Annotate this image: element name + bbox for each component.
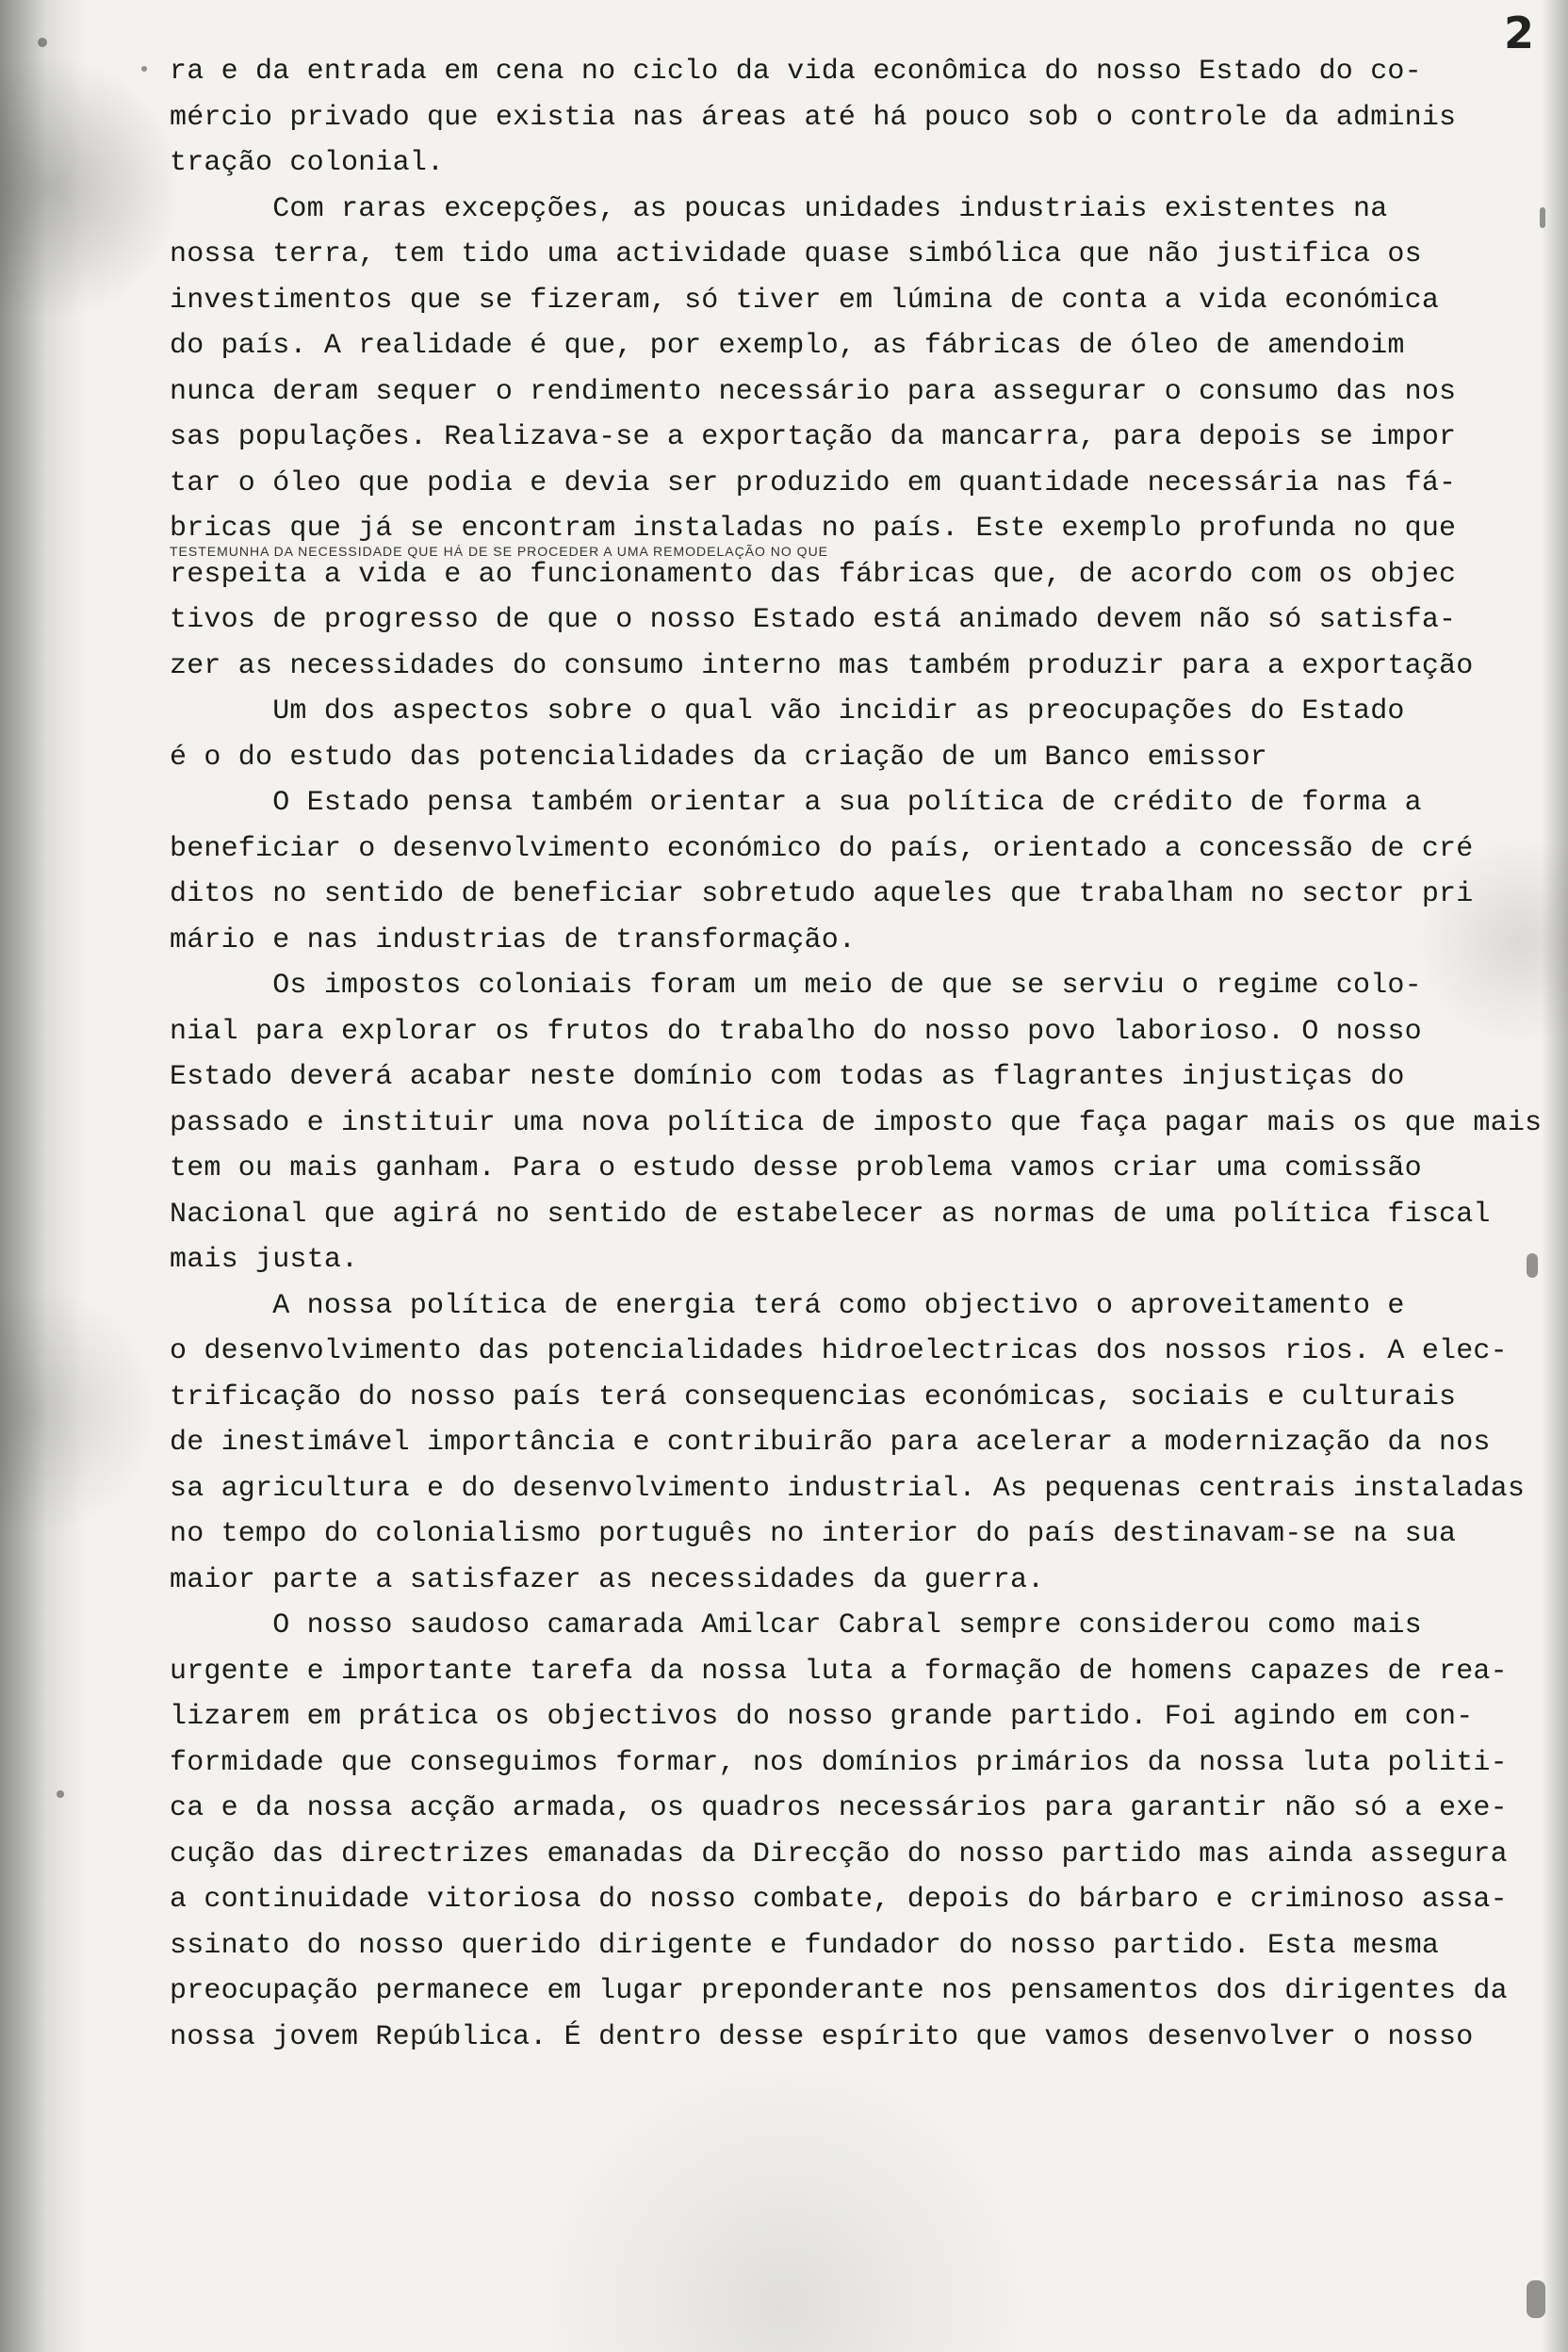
- scan-speck: [1527, 2280, 1545, 2318]
- text-line: mário e nas industrias de transformação.: [170, 923, 857, 956]
- text-line: formidade que conseguimos formar, nos domínios primários da nossa luta politi-: [170, 1746, 1508, 1779]
- text-line: nial para explorar os frutos do trabalho do nosso povo laborioso. O nosso: [170, 1015, 1422, 1048]
- text-line: O nosso saudoso camarada Amilcar Cabral sempre considerou como mais: [170, 1609, 1422, 1642]
- text-line: trificação do nosso país terá consequencias económicas, sociais e culturais: [170, 1380, 1457, 1413]
- text-line: sas populações. Realizava-se a exportação da mancarra, para depois se impor: [170, 421, 1457, 453]
- text-line: urgente e importante tarefa da nossa luta a formação de homens capazes de rea-: [170, 1655, 1508, 1688]
- text-line: mércio privado que existia nas áreas até há pouco sob o controle da adminis: [170, 101, 1457, 134]
- text-line: a continuidade vitoriosa do nosso combate, depois do bárbaro e criminoso assa-: [170, 1884, 1508, 1916]
- text-line: lizarem em prática os objectivos do nosso grande partido. Foi agindo em con-: [170, 1701, 1474, 1733]
- text-line: tivos de progresso de que o nosso Estado está animado devem não só satisfa-: [170, 604, 1457, 636]
- scan-speck: [141, 66, 147, 72]
- scan-shadow-right: [1542, 0, 1568, 2352]
- text-line: zer as necessidades do consumo interno mas também produzir para a exportação: [170, 649, 1474, 682]
- scan-speck: [1540, 207, 1545, 228]
- text-line: Com raras excepções, as poucas unidades industriais existentes na: [170, 192, 1388, 225]
- text-line: mais justa.: [170, 1244, 359, 1276]
- text-line: Nacional que agirá no sentido de estabelecer as normas de uma política fiscal: [170, 1198, 1491, 1231]
- scan-speck: [57, 1790, 64, 1798]
- page-number: 2: [1503, 8, 1534, 58]
- text-line: passado e instituir uma nova política de imposto que faça pagar mais os que mais: [170, 1106, 1543, 1139]
- text-line: no tempo do colonialismo português no interior do país destinavam-se na sua: [170, 1518, 1457, 1550]
- text-line: ssinato do nosso querido dirigente e fundador do nosso partido. Esta mesma: [170, 1929, 1440, 1962]
- text-line: nossa jovem República. É dentro desse espírito que vamos desenvolver o nosso: [170, 2020, 1474, 2053]
- text-line: é o do estudo das potencialidades da criação de um Banco emissor: [170, 741, 1267, 774]
- text-line: tem ou mais ganham. Para o estudo desse problema vamos criar uma comissão: [170, 1152, 1422, 1184]
- scan-speck: [1527, 1253, 1538, 1278]
- scan-speck: [38, 38, 47, 47]
- text-line: investimentos que se fizeram, só tiver em lúmina de conta a vida económica: [170, 284, 1440, 317]
- text-line: A nossa política de energia terá como objectivo o aproveitamento e: [170, 1289, 1405, 1322]
- text-line: Estado deverá acabar neste domínio com todas as flagrantes injustiças do: [170, 1061, 1405, 1093]
- text-line: maior parte a satisfazer as necessidades da guerra.: [170, 1563, 1045, 1596]
- text-line: sa agricultura e do desenvolvimento industrial. As pequenas centrais instaladas: [170, 1472, 1526, 1505]
- text-line: bricas que já se encontram instaladas no país. Este exemplo profunda no que: [170, 513, 1457, 545]
- text-line: nunca deram sequer o rendimento necessário para assegurar o consumo das nos: [170, 375, 1457, 408]
- text-line: nossa terra, tem tido uma actividade quase simbólica que não justifica os: [170, 238, 1422, 270]
- text-line: tração colonial.: [170, 147, 445, 179]
- text-line: preocupação permanece em lugar preponderante nos pensamentos dos dirigentes da: [170, 1975, 1508, 2007]
- text-line: cução das directrizes emanadas da Direcção do nosso partido mas ainda assegura: [170, 1838, 1508, 1870]
- text-line: respeita a vida e ao funcionamento das fábricas que, de acordo com os objec: [170, 558, 1457, 591]
- text-line: ditos no sentido de beneficiar sobretudo aqueles que trabalham no sector pri: [170, 878, 1474, 910]
- text-line: de inestimável importância e contribuirão para acelerar a modernização da nos: [170, 1427, 1491, 1459]
- text-line: Os impostos coloniais foram um meio de que se serviu o regime colo-: [170, 970, 1422, 1002]
- text-line: ca e da nossa acção armada, os quadros necessários para garantir não só a exe-: [170, 1792, 1508, 1824]
- text-line: Um dos aspectos sobre o qual vão incidir as preocupações do Estado: [170, 695, 1405, 727]
- text-line: O Estado pensa também orientar a sua política de crédito de forma a: [170, 787, 1422, 819]
- handwritten-insertion: TESTEMUNHA DA NECESSIDADE QUE HÁ DE SE PROCEDER A UMA REMODELAÇÃO NO QUE: [170, 543, 829, 559]
- text-line: o desenvolvimento das potencialidades hidroelectricas dos nossos rios. A elec-: [170, 1335, 1508, 1367]
- scan-shadow-left: [0, 0, 85, 2352]
- text-line: beneficiar o desenvolvimento económico do país, orientado a concessão de cré: [170, 832, 1474, 865]
- text-line: tar o óleo que podia e devia ser produzido em quantidade necessária nas fá-: [170, 466, 1457, 499]
- text-line: ra e da entrada em cena no ciclo da vida econômica do nosso Estado do co-: [170, 56, 1422, 88]
- typewritten-text: [170, 49, 1545, 2060]
- text-line: do país. A realidade é que, por exemplo, as fábricas de óleo de amendoim: [170, 330, 1405, 362]
